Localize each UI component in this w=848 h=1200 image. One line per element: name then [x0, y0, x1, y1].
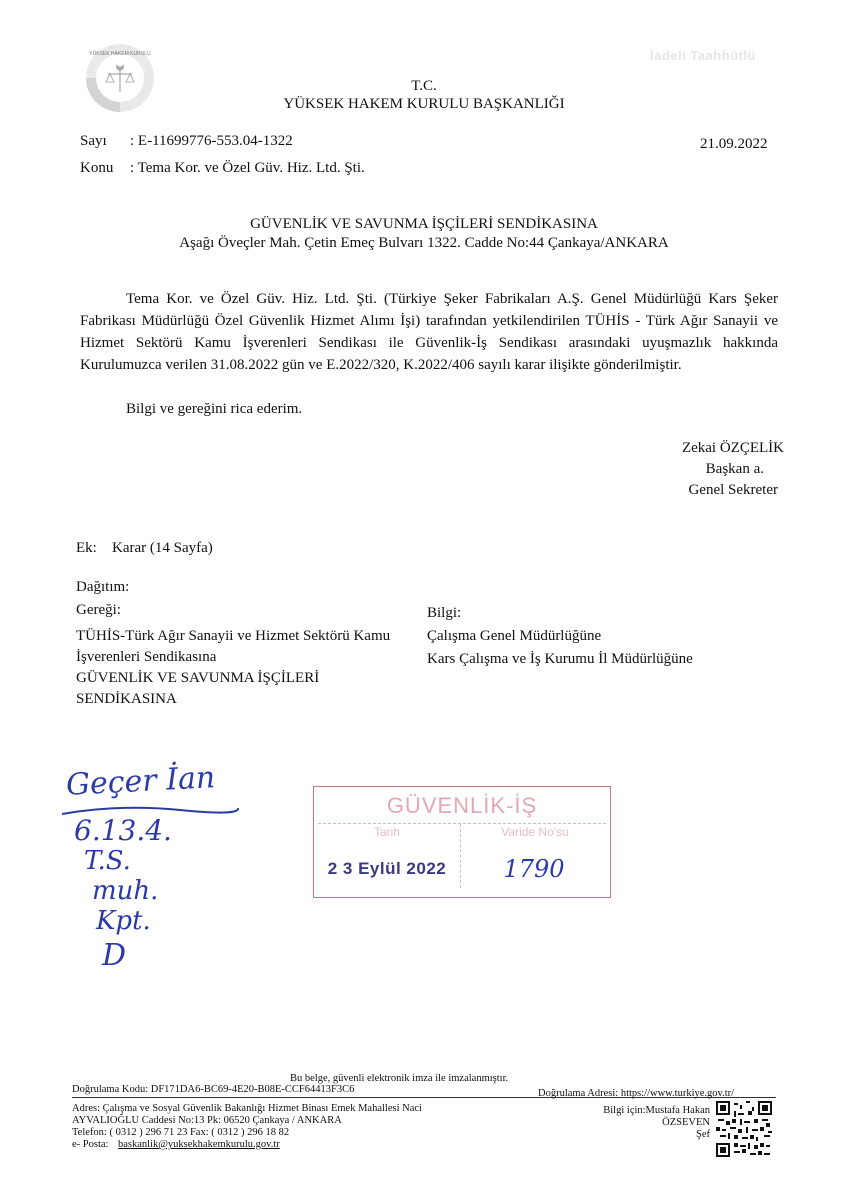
- footer-phone: Telefon: ( 0312 ) 296 71 23 Fax: ( 0312 ) 296 18 82: [72, 1127, 290, 1138]
- attachment-label: Ek:: [76, 540, 97, 556]
- info-contact-line-1: Bilgi için:Mustafa Hakan: [603, 1105, 710, 1116]
- handwriting-line-3: T.S.: [84, 846, 131, 876]
- verification-address: Doğrulama Adresi: https://www.turkiye.gov.tr/: [538, 1088, 735, 1099]
- stamp-number-header: Varide No'su: [501, 825, 569, 839]
- signer-title-1: Başkan a.: [705, 461, 764, 477]
- body-paragraph-1: Tema Kor. ve Özel Güv. Hiz. Ltd. Şti. (Türkiye Şeker Fabrikaları A.Ş. Genel Müdürlüğü Kars Şeker Fabrikası Müdürlüğü Özel Güvenlik Hizmet Alımı İşi) tarafından yetkilendirilen TÜHİS - Türk Ağır Sanayii ve Hizmet Sektörü Kamu İşverenleri Sendikası ile Güvenlik-İş Sendikası arasındaki uyuşmazlık hakkında Kurulumuzca verilen 31.08.2022 gün ve E.2022/320, K.2022/406 sayılı karar ilişikte gönderilmiştir.: [80, 291, 778, 373]
- received-stamp: [313, 786, 611, 898]
- signer-title-2: Genel Sekreter: [688, 482, 778, 498]
- footer-email-label: e- Posta:: [72, 1139, 109, 1150]
- handwriting-line-5: Kpt.: [96, 906, 151, 936]
- stamp-date-value: 2 3 Eylül 2022: [327, 859, 447, 878]
- body-paragraph-2: Bilgi ve gereğini rica ederim.: [126, 401, 303, 417]
- addressee-address: Aşağı Öveçler Mah. Çetin Emeç Bulvarı 1322. Cadde No:44 Çankaya/ANKARA: [179, 235, 669, 251]
- footer-email-link[interactable]: baskanlik@yuksekhakemkurulu.gov.tr: [118, 1139, 280, 1150]
- registered-mail-watermark: İadeli Taahhütlü: [650, 48, 756, 63]
- footer-divider: [72, 1097, 776, 1098]
- info-contact-line-3: Şef: [696, 1129, 710, 1140]
- attachment-value: Karar (14 Sayfa): [112, 540, 213, 556]
- distribution-heading: Dağıtım:: [76, 579, 130, 595]
- handwriting-line-6: D: [102, 938, 127, 973]
- bilgi-recipient-line-1: Çalışma Genel Müdürlüğüne: [427, 628, 602, 644]
- sayi-label: Sayı: [80, 133, 107, 149]
- geregi-recipient-line-1: TÜHİS-Türk Ağır Sanayii ve Hizmet Sektörü Kamu: [76, 628, 391, 644]
- handwriting-line-2: 6.13.4.: [74, 814, 172, 847]
- received-stamp-title: GÜVENLİK-İŞ: [386, 793, 538, 818]
- verification-code: Doğrulama Kodu: DF171DA6-BC69-4E20-B08E-CCF64413F3C6: [72, 1084, 355, 1095]
- handwriting-line-1: Geçer İan: [65, 760, 217, 803]
- header-institution: YÜKSEK HAKEM KURULU BAŞKANLIĞI: [283, 96, 565, 112]
- handwriting-line-4: muh.: [92, 876, 159, 906]
- document-date: 21.09.2022: [700, 136, 768, 152]
- footer-address-line-1: Adres: Çalışma ve Sosyal Güvenlik Bakanlığı Hizmet Binası Emek Mahallesi Naci: [72, 1103, 422, 1114]
- header-tc: T.C.: [411, 78, 437, 94]
- stamp-divider: [318, 823, 606, 824]
- konu-label: Konu: [80, 160, 114, 176]
- signer-name: Zekai ÖZÇELİK: [681, 440, 784, 456]
- konu-value: : Tema Kor. ve Özel Güv. Hiz. Ltd. Şti.: [130, 160, 365, 176]
- geregi-label: Gereği:: [76, 602, 121, 618]
- bilgi-label: Bilgi:: [427, 605, 462, 621]
- footer-address-line-2: AYVALIOĞLU Caddesi No:13 Pk: 06520 Çankaya / ANKARA: [72, 1115, 342, 1126]
- addressee-name: GÜVENLİK VE SAVUNMA İŞÇİLERİ SENDİKASINA: [250, 216, 598, 232]
- geregi-recipient-line-2: İşverenleri Sendikasına: [76, 649, 217, 665]
- sayi-value: : E-11699776-553.04-1322: [130, 133, 293, 149]
- info-contact-line-2: ÖZSEVEN: [662, 1117, 710, 1128]
- stamp-date-header: Tarih: [373, 825, 400, 839]
- stamp-number-value: 1790: [503, 855, 565, 883]
- bilgi-recipient-line-2: Kars Çalışma ve İş Kurumu İl Müdürlüğüne: [427, 651, 693, 667]
- verification-qr-code: [716, 1101, 772, 1157]
- svg-text:YÜKSEK HAKEM KURULU: YÜKSEK HAKEM KURULU: [89, 51, 151, 57]
- geregi-recipient-line-3: GÜVENLİK VE SAVUNMA İŞÇİLERİ: [76, 670, 320, 686]
- esign-note: Bu belge, güvenli elektronik imza ile imzalanmıştır.: [290, 1073, 509, 1084]
- geregi-recipient-line-4: SENDİKASINA: [76, 691, 177, 707]
